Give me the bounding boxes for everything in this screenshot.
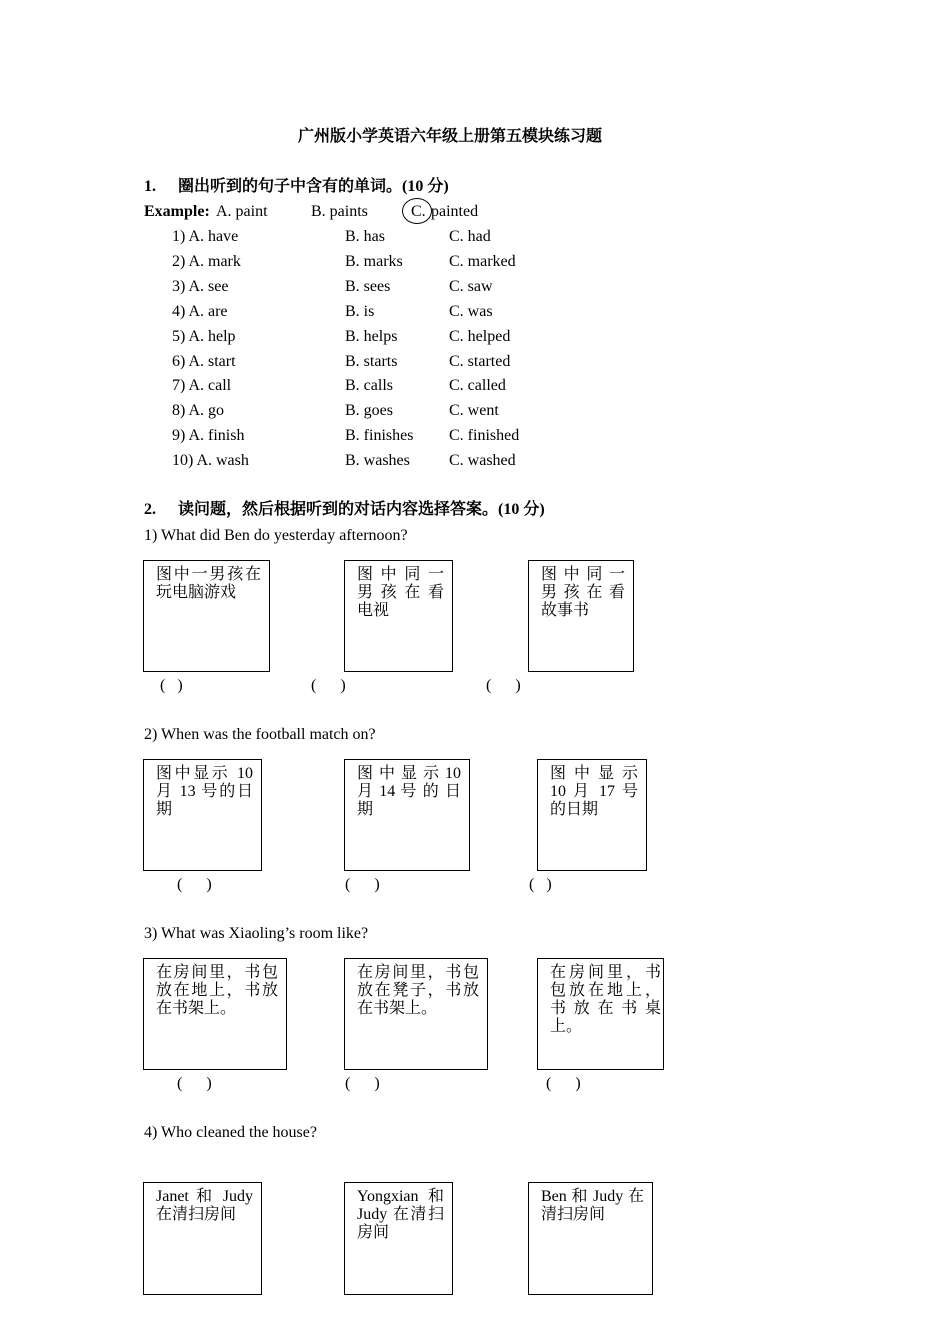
item-option-c[interactable]: C. saw: [449, 278, 493, 295]
item-option-a[interactable]: 2) A. mark: [172, 253, 241, 270]
picture-choice-box[interactable]: 图 中 同 一男 孩 在 看电视: [344, 560, 453, 672]
item-option-a[interactable]: 9) A. finish: [172, 427, 245, 444]
answer-blank[interactable]: ( ): [546, 1075, 581, 1092]
item-option-b[interactable]: B. sees: [345, 278, 391, 295]
item-option-b[interactable]: B. calls: [345, 377, 393, 394]
question-text: 3) What was Xiaoling’s room like?: [144, 925, 369, 942]
example-label: Example:: [144, 203, 210, 220]
answer-blank[interactable]: ( ): [486, 677, 521, 694]
item-option-b[interactable]: B. goes: [345, 402, 393, 419]
item-option-a[interactable]: 10) A. wash: [172, 452, 249, 469]
item-option-b[interactable]: B. marks: [345, 253, 403, 270]
item-option-b[interactable]: B. washes: [345, 452, 410, 469]
item-option-b[interactable]: B. is: [345, 303, 375, 320]
page-title: 广州版小学英语六年级上册第五模块练习题: [297, 128, 602, 145]
picture-choice-box[interactable]: 在房间里，书包放在地上，书放在书桌上。: [537, 958, 664, 1070]
picture-choice-box[interactable]: 图 中 同 一男 孩 在 看故事书: [528, 560, 634, 672]
picture-choice-box[interactable]: Yongxian 和 Judy 在清扫房间: [344, 1182, 453, 1295]
item-option-c[interactable]: C. went: [449, 402, 499, 419]
item-option-c[interactable]: C. had: [449, 228, 491, 245]
picture-choice-box[interactable]: 在房间里，书包放在凳子，书放在书架上。: [344, 958, 488, 1070]
item-option-c[interactable]: C. finished: [449, 427, 520, 444]
example-option-b: B. paints: [311, 203, 368, 220]
answer-blank[interactable]: ( ): [345, 1075, 380, 1092]
item-option-c[interactable]: C. started: [449, 353, 511, 370]
item-option-b[interactable]: B. helps: [345, 328, 398, 345]
answer-blank[interactable]: ( ): [345, 876, 380, 893]
section-2-number: 2.: [144, 501, 156, 518]
answer-blank[interactable]: ( ): [177, 876, 212, 893]
item-option-c[interactable]: C. washed: [449, 452, 516, 469]
question-text: 2) When was the football match on?: [144, 726, 376, 743]
item-option-a[interactable]: 5) A. help: [172, 328, 236, 345]
picture-choice-box[interactable]: 图 中 显 示 10 月 17 号的日期: [537, 759, 647, 871]
item-option-c[interactable]: C. marked: [449, 253, 516, 270]
section-1-heading: 圈出听到的句子中含有的单词。(10 分): [178, 178, 449, 195]
answer-blank[interactable]: ( ): [177, 1075, 212, 1092]
example-option-a: A. paint: [216, 203, 268, 220]
picture-choice-box[interactable]: Ben 和 Judy 在清扫房间: [528, 1182, 653, 1295]
item-option-a[interactable]: 4) A. are: [172, 303, 228, 320]
item-option-c[interactable]: C. was: [449, 303, 493, 320]
item-option-a[interactable]: 6) A. start: [172, 353, 236, 370]
section-2-heading: 读问题，然后根据听到的对话内容选择答案。(10 分): [178, 501, 545, 518]
picture-choice-box[interactable]: 图中显示 10 月 13 号的日期: [143, 759, 262, 871]
item-option-c[interactable]: C. helped: [449, 328, 511, 345]
item-option-a[interactable]: 8) A. go: [172, 402, 224, 419]
item-option-c[interactable]: C. called: [449, 377, 506, 394]
item-option-a[interactable]: 1) A. have: [172, 228, 239, 245]
question-text: 4) Who cleaned the house?: [144, 1124, 317, 1141]
example-option-c-word: painted: [431, 203, 479, 220]
answer-blank[interactable]: ( ): [529, 876, 552, 893]
picture-choice-box[interactable]: 图 中 显 示 10 月 14 号 的 日期: [344, 759, 470, 871]
item-option-b[interactable]: B. starts: [345, 353, 398, 370]
picture-choice-box[interactable]: Janet 和 Judy 在清扫房间: [143, 1182, 262, 1295]
picture-choice-box[interactable]: 图中一男孩在玩电脑游戏: [143, 560, 270, 672]
section-1-number: 1.: [144, 178, 156, 195]
picture-choice-box[interactable]: 在房间里，书包放在地上，书放在书架上。: [143, 958, 287, 1070]
answer-blank[interactable]: ( ): [160, 677, 183, 694]
item-option-b[interactable]: B. finishes: [345, 427, 414, 444]
answer-blank[interactable]: ( ): [311, 677, 346, 694]
item-option-b[interactable]: B. has: [345, 228, 385, 245]
question-text: 1) What did Ben do yesterday afternoon?: [144, 527, 408, 544]
item-option-a[interactable]: 7) A. call: [172, 377, 232, 394]
item-option-a[interactable]: 3) A. see: [172, 278, 229, 295]
example-option-c-letter: C.: [411, 203, 426, 220]
